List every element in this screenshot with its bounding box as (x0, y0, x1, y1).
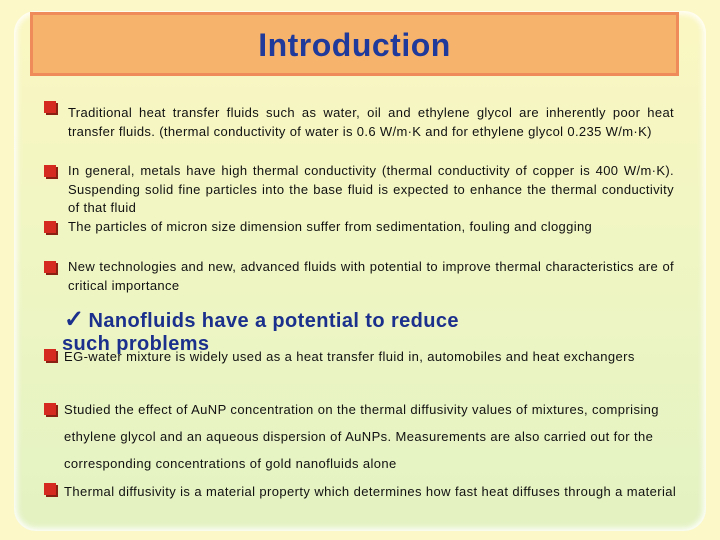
bullet-square-icon (44, 101, 56, 113)
bullet-square-icon (44, 165, 56, 177)
bullet-square-icon (44, 483, 56, 495)
bullet-square-icon (44, 261, 56, 273)
bullet-text: New technologies and new, advanced fluids with potential to improve thermal characteristics are of critical importance (68, 259, 674, 293)
slide-title: Introduction (258, 27, 451, 63)
bullet-text: Studied the effect of AuNP concentration on the thermal diffusivity values of mixtures, comprising ethylene glycol and an aqueous dispersion of AuNPs. Measurements are also carried out for the corresponding concentrations of gold nanofluids alone (64, 402, 659, 471)
bullet-square-icon (44, 221, 56, 233)
highlight-line-1: Nanofluids have a potential to reduce (88, 310, 459, 332)
title-banner (30, 12, 679, 76)
bullet-text: In general, metals have high thermal conductivity (thermal conductivity of copper is 400 W/m·K). Suspending solid fine particles into the base fluid is expected to enhance the thermal conductivity of that fluid (68, 163, 674, 215)
bullet-square-icon (44, 403, 56, 415)
bullet-text: The particles of micron size dimension suffer from sedimentation, fouling and clogging (68, 219, 593, 234)
nanofluids-highlight (64, 305, 459, 334)
bullet-text: Traditional heat transfer fluids such as water, oil and ethylene glycol are inherently poor heat transfer fluids. (thermal conductivity of water is 0.6 W/m·K and for ethylene glycol 0.235 W/m·K) (68, 105, 674, 139)
highlight-line-2: such problems (62, 333, 210, 355)
checkmark-icon: ✓ (64, 306, 85, 333)
bullet-text: EG-water mixture is widely used as a heat transfer fluid in, automobiles and heat exchangers (64, 349, 635, 364)
bullet-text: Thermal diffusivity is a material property which determines how fast heat diffuses through a material (64, 484, 677, 499)
bullet-square-icon (44, 349, 56, 361)
